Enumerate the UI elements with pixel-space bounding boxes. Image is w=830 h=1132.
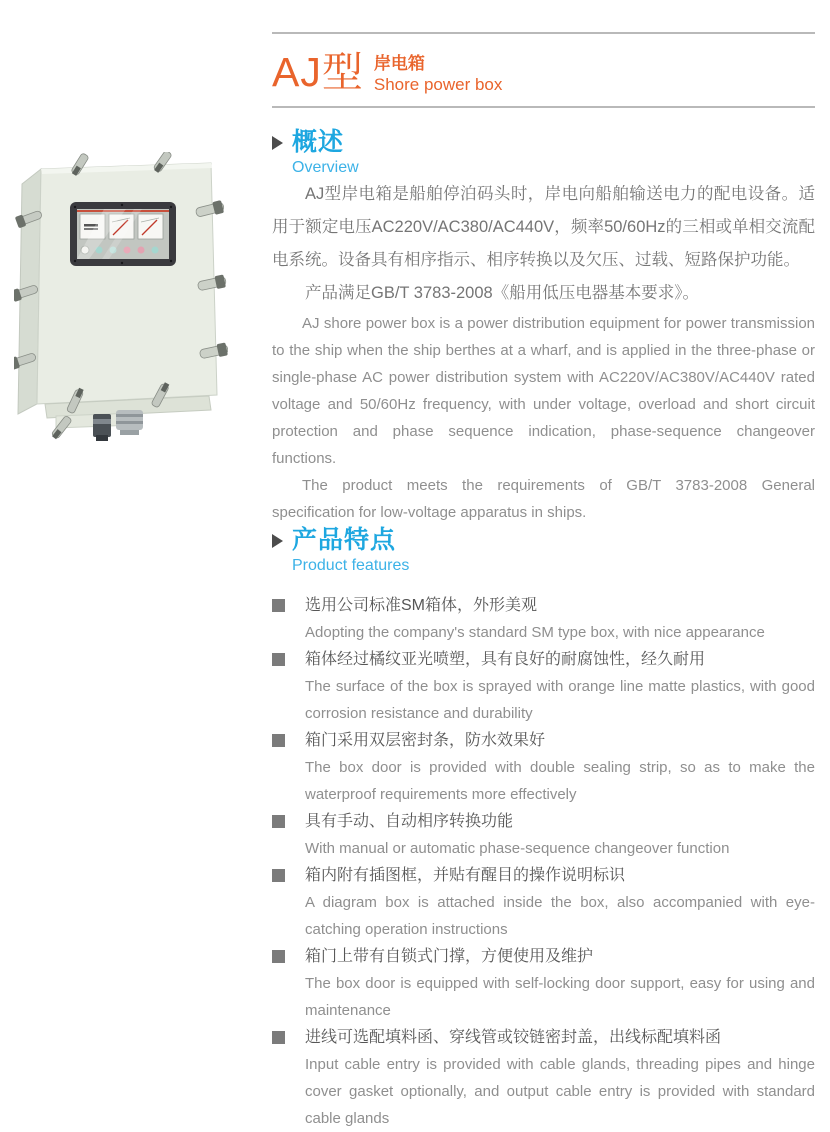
box-front xyxy=(37,163,217,404)
indicator-lamp-icon xyxy=(138,247,145,254)
top-divider xyxy=(272,32,815,34)
bullet-square-icon xyxy=(272,950,285,963)
bullet-square-icon xyxy=(272,734,285,747)
cable-gland-icon xyxy=(116,410,143,435)
feature-item xyxy=(272,808,815,862)
feature-en: The box door is equipped with self-locking door support, easy for using and maintenance xyxy=(305,975,815,1019)
product-photo xyxy=(14,152,228,452)
overview-en-p1: AJ shore power box is a power distribution equipment for power transmission to the ship when the ship berthes at a wharf, and is applied in the three-phase or single-phase AC power distribution system with AC220V/AC380V/AC440V rated voltage and 50/60Hz frequency, with under voltage, overload and short circuit protection and phase sequence indication, phase-sequence changeover functions. xyxy=(272,315,815,467)
feature-cn: 箱体经过橘纹亚光喷塑，具有良好的耐腐蚀性，经久耐用 xyxy=(305,651,706,668)
shore-power-box-image xyxy=(14,152,228,452)
product-model: AJ型 xyxy=(272,49,364,95)
product-name xyxy=(374,54,503,98)
overview-heading-cn: 概述 xyxy=(292,128,345,156)
feature-cn: 箱门采用双层密封条，防水效果好 xyxy=(305,732,546,749)
bullet-square-icon xyxy=(272,653,285,666)
feature-cn: 箱内附有插图框，并贴有醒目的操作说明标识 xyxy=(305,867,626,884)
overview-cn-p1: AJ型岸电箱是船舶停泊码头时，岸电向船舶输送电力的配电设备。适用于额定电压AC220V/AC380/AC440V，频率50/60Hz的三相或单相交流配电系统。设备具有相序指示、相序转换以及欠压、过载、短路保护功能。 xyxy=(272,185,815,269)
overview-cn-p2: 产品满足GB/T 3783-2008《船用低压电器基本要求》。 xyxy=(305,284,699,302)
feature-en: The surface of the box is sprayed with orange line matte plastics, with good corrosion resistance and durability xyxy=(305,678,815,722)
ammeter-icon xyxy=(138,214,163,239)
feature-item xyxy=(272,1024,815,1132)
product-name-cn: 岸电箱 xyxy=(373,54,425,73)
features-section-header xyxy=(272,526,409,575)
bullet-square-icon xyxy=(272,599,285,612)
feature-item xyxy=(272,646,815,727)
feature-en: Adopting the company's standard SM type box, with nice appearance xyxy=(305,624,765,641)
feature-en: With manual or automatic phase-sequence changeover function xyxy=(305,840,730,857)
section-arrow-icon xyxy=(272,136,283,150)
feature-en: Input cable entry is provided with cable glands, threading pipes and hinge cover gasket optionally, and output cable entry is provided with standard cable glands xyxy=(305,1056,815,1127)
feature-item xyxy=(272,592,815,646)
overview-paragraph-cn xyxy=(272,178,815,310)
bullet-square-icon xyxy=(272,1031,285,1044)
cable-gland-icon xyxy=(93,414,111,441)
section-arrow-icon xyxy=(272,534,283,548)
features-list xyxy=(272,592,815,1132)
feature-item xyxy=(272,943,815,1024)
features-heading-cn: 产品特点 xyxy=(292,526,397,554)
feature-cn: 箱门上带有自锁式门撑，方便使用及维护 xyxy=(305,948,594,965)
feature-item xyxy=(272,727,815,808)
feature-en: The box door is provided with double sealing strip, so as to make the waterproof requirements more effectively xyxy=(305,759,815,803)
overview-heading-en: Overview xyxy=(292,159,359,176)
indicator-lamp-icon xyxy=(152,247,159,254)
feature-item xyxy=(272,862,815,943)
overview-en-p2: The product meets the requirements of GB/T 3783-2008 General specification for low-voltage apparatus in ships. xyxy=(272,477,815,521)
product-name-en: Shore power box xyxy=(373,75,503,94)
page-title xyxy=(272,46,502,98)
indicator-lamp-icon xyxy=(124,247,131,254)
feature-en: A diagram box is attached inside the box, also accompanied with eye-catching operation instructions xyxy=(305,894,815,938)
meter-panel xyxy=(70,202,176,266)
feature-cn: 选用公司标准SM箱体，外形美观 xyxy=(305,597,538,614)
feature-cn: 进线可选配填料函、穿线管或铰链密封盖，出线标配填料函 xyxy=(305,1029,722,1046)
feature-cn: 具有手动、自动相序转换功能 xyxy=(305,813,514,830)
features-heading-en: Product features xyxy=(292,557,410,574)
bullet-square-icon xyxy=(272,815,285,828)
bullet-square-icon xyxy=(272,869,285,882)
overview-section-header xyxy=(272,128,359,177)
title-divider xyxy=(272,106,815,108)
overview-paragraph-en xyxy=(272,310,815,526)
